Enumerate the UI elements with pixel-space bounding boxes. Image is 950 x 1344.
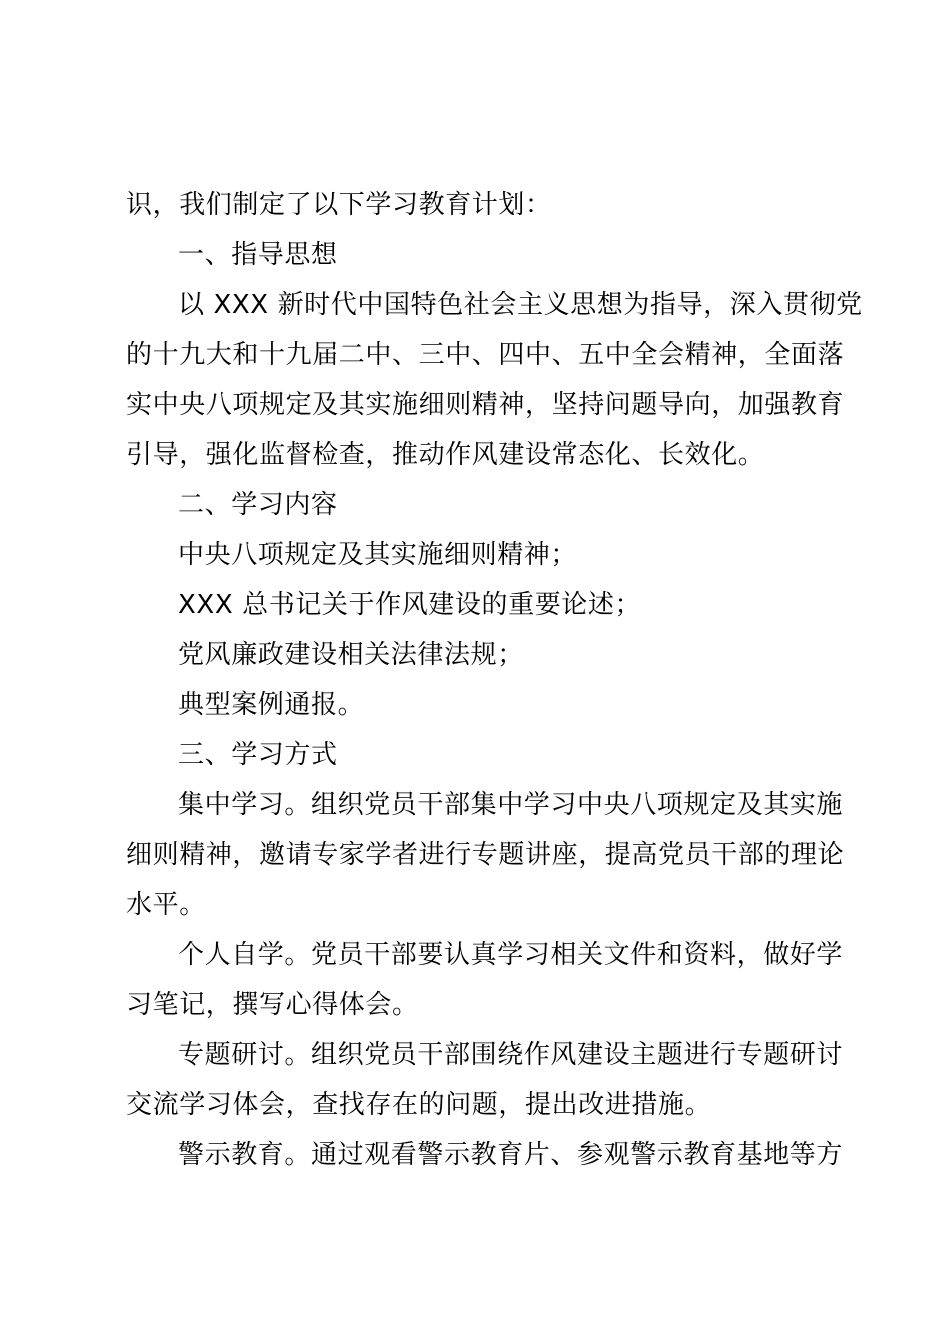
- paragraph-line: 交流学习体会，查找存在的问题，提出改进措施。: [126, 1090, 712, 1120]
- paragraph-line: 专题研讨。组织党员干部围绕作风建设主题进行专题研讨: [178, 1040, 844, 1070]
- list-item: 中央八项规定及其实施细则精神；: [178, 540, 578, 570]
- paragraph-line: 引导，强化监督检查，推动作风建设常态化、长效化。: [126, 440, 765, 470]
- section-heading-guiding-ideology: 一、指导思想: [178, 240, 338, 270]
- paragraph-line: 实中央八项规定及其实施细则精神，坚持问题导向，加强教育: [126, 390, 845, 420]
- paragraph-line: 识，我们制定了以下学习教育计划：: [126, 190, 552, 220]
- paragraph-line: 习笔记，撰写心得体会。: [126, 990, 419, 1020]
- paragraph-line: 的十九大和十九届二中、三中、四中、五中全会精神，全面落: [126, 340, 845, 370]
- paragraph-line: 水平。: [126, 890, 206, 920]
- paragraph-line: 以 XXX 新时代中国特色社会主义思想为指导，深入贯彻党: [178, 290, 863, 320]
- paragraph-line: 警示教育。通过观看警示教育片、参观警示教育基地等方: [178, 1140, 844, 1170]
- paragraph-line: 个人自学。党员干部要认真学习相关文件和资料，做好学: [178, 940, 844, 970]
- list-item: 典型案例通报。: [178, 690, 365, 720]
- paragraph-line: 集中学习。组织党员干部集中学习中央八项规定及其实施: [178, 790, 844, 820]
- paragraph-line: 细则精神，邀请专家学者进行专题讲座，提高党员干部的理论: [126, 840, 845, 870]
- list-item: XXX 总书记关于作风建设的重要论述；: [178, 590, 642, 620]
- section-heading-study-methods: 三、学习方式: [178, 740, 338, 770]
- list-item: 党风廉政建设相关法律法规；: [178, 640, 524, 670]
- section-heading-study-content: 二、学习内容: [178, 490, 338, 520]
